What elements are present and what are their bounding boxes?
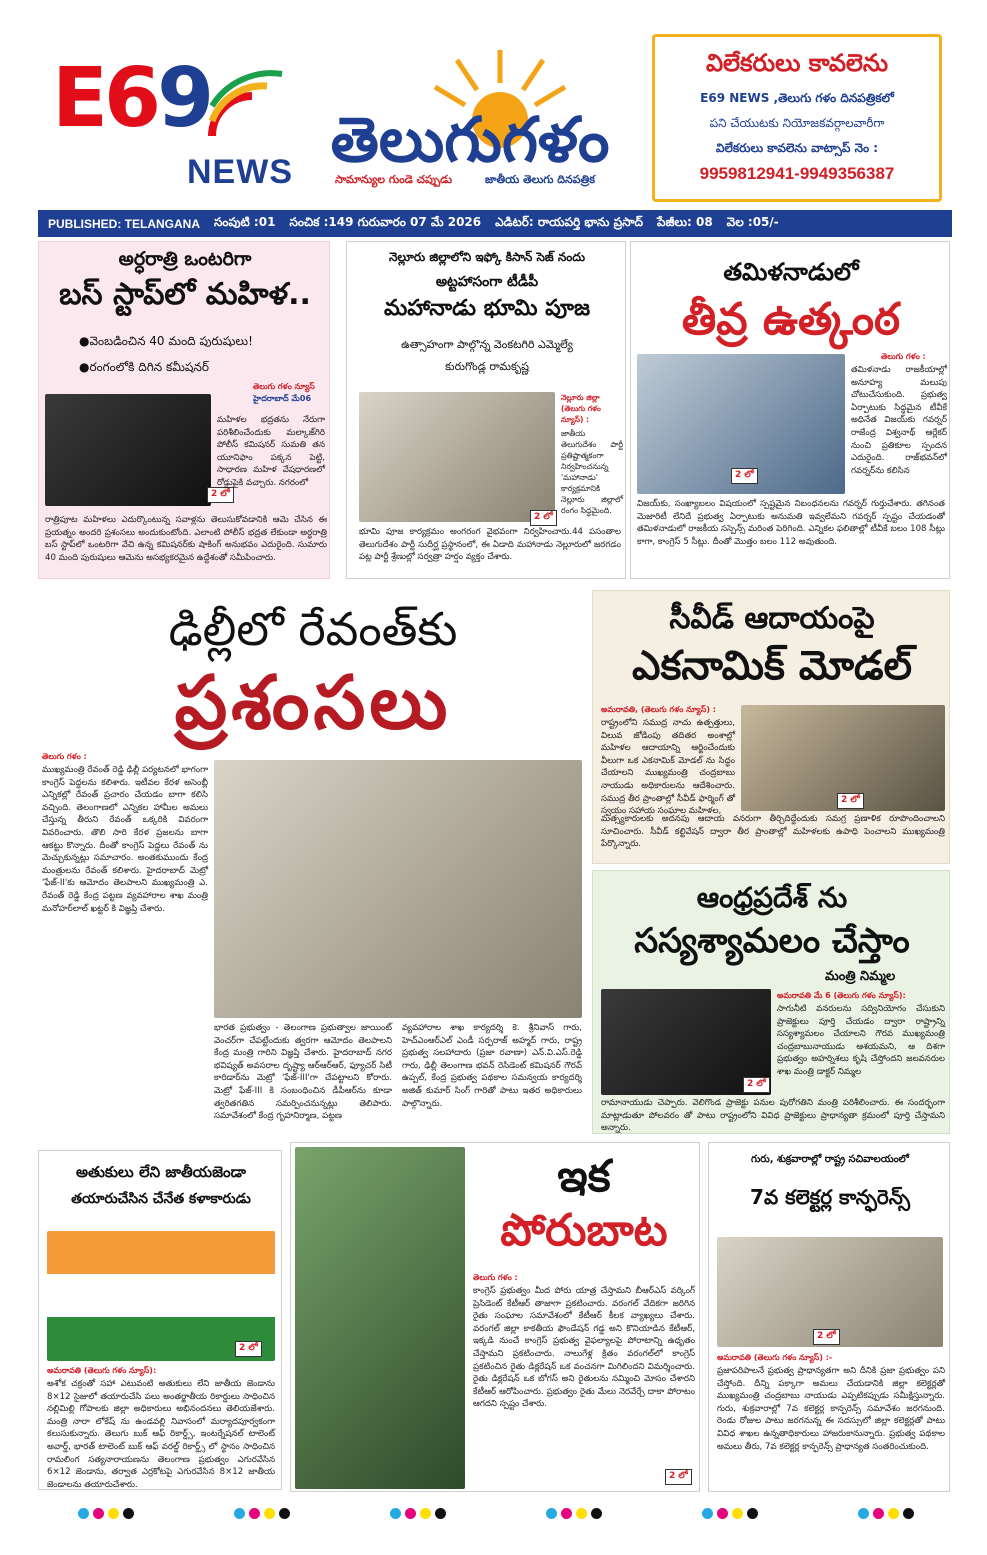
story5-continued-badge: 2 లో [837,793,864,809]
pages-label: పేజీలు: 08 [657,215,713,229]
story2-column-text: జాతీయ తెలుగుదేశం పార్టీ ప్రతిష్టాత్మకంగా నిర్వహించనున్న 'మహానాడు' కార్యక్రమానికి నెల్లూరు జిల్లాలో రంగం సిద్ధమైంది. [561,429,623,515]
editor-label: ఎడిటర్: రాయపర్తి భాను ప్రసాద్ [495,215,644,229]
story9-body-text: ప్రజాపరిపాలనే ప్రభుత్వ ప్రాధాన్యతగా అని దీనికి ప్రజా ప్రభుత్వం పని చేస్తోంది. దీన్ని పక్కాగా అమలు చేయడానికి జిల్లా కలెక్టర్లతో ముఖ్యమంత్రి చంద్రబాబు నాయుడు ఎప్పటికప్పుడు సమీక్షిస్తున్నారు. గురు, శుక్రవారాల్లో 7వ కలెక్టర్ల కాన్ఫరెన్స్ సమావేశం జరగనుంది. రెండు రోజుల పాటు జరగనున్న ఈ సదస్సులో జిల్లా కలెక్టర్లతో పాటు వివిధ శాఖల ఉన్నతాధికారులు హాజరుకానున్నారు. ప్రభుత్వ పథకాల అమలు తీరు, 7వ కలెక్టర్ల కాన్ఫరెన్స్ ప్రాధాన్యత సంతరించుకుంది. [717,1366,945,1452]
story-bus-stop [38,241,330,579]
story2-subhead-2: కురుగొండ్ల రామకృష్ణ [445,360,529,373]
registration-dot [903,1508,914,1519]
registration-dot [546,1508,557,1519]
story9-kicker: అమరావతి (తెలుగు గళం న్యూస్) :- [717,1353,833,1362]
story7-headline-1: అతుకులు లేని జాతీయజెండా [76,1163,246,1181]
story7-body-text: అశోక చక్రంతో సహా ఎటువంటి అతుకులు లేని జాతీయ జెండాను 8×12 సైజులో తయారుచేసి పలు అంతర్జాతీయ రికార్డులు సాధించిన నల్లిమిల్లి గోపాలకు జిల్లా అధికారులు అభినందనలు తెలియజేశారు. మంత్రి నారా లోకేష్ ను ఉండవల్లి నివాసంలో మర్యాదపూర్వకంగా కలుసుకున్నారు. తెలుగు బుక్ ఆఫ్ రికార్డ్స్, ఇంటర్నేషనల్ టాలెంట్ అవార్డ్, భారత్ టాలెంట్ బుక్ ఆఫ్ వరల్డ్ రికార్డ్స్ లో స్థానం సాధించిన రామలింగ సత్యనారాయణను తెలంగాణ ప్రభుత్వం ఎగురవేసిన 6×12 జెండాను, తర్వాత ఎర్రకోటపై ఎగురవేసిన 8×12 జాతీయ జెండాలను తయారుచేశారు. [47,1379,275,1490]
story6-column-text: సాగునీటి వనరులను సద్వినియోగం చేసుకుని ప్రాజెక్టులు పూర్తి చేయడం ద్వారా రాష్ట్రాన్ని సస్యశ్యామలం చేయాలని గౌరవ ముఖ్యమంత్రి చంద్రబాబునాయుడు ఆశయమని, ఆ దిశగా ప్రభుత్వం అహర్నిశలు కృషి చేస్తోందని జలవనరుల శాఖ మంత్రి డాక్టర్ నిమ్మల [777,1004,945,1077]
story5-kicker: అమరావతి, (తెలుగు గళం న్యూస్) : [601,705,716,714]
story3-column-text: తమిళనాడు రాజకీయాల్లో అనూహ్య మలుపు చోటుచేసుకుంది. ప్రభుత్వ ఏర్పాటుకు సిద్ధమైన టీవీకే అధినేత విజయ్‌కు గవర్నర్ రాజేంద్ర విశ్వనాథ్ ఆర్లేకర్ నుంచి ప్రతికూల స్పందన ఎదురైంది. రాజ్‌భవన్‌లో గవర్నర్‌ను కలిసిన [851,365,947,476]
story2-subhead-1: ఉత్సాహంగా పాల్గొన్న వెంకటగిరి ఎమ్మెల్యే [401,338,573,351]
registration-dot [108,1508,119,1519]
story9-continued-badge: 2 లో [813,1329,840,1345]
story3-headline-1: తమిళనాడులో [723,258,859,286]
registration-dots-5 [702,1504,762,1523]
registration-dots-6 [858,1504,918,1523]
story-collectors [708,1142,950,1492]
story5-body-text: మత్స్యకారులకు అదనపు ఆదాయ వనరుగా తీర్చిదిద్దేందుకు సమగ్ర ప్రణాళిక రూపొందించాలని సూచించారు. సీవీడ్ కల్టివేషన్ ద్వారా తీర ప్రాంతాల్లో మహిళలకు ఉపాధి పెంచాలని ముఖ్యమంత్రి పేర్కొన్నారు. [601,814,945,850]
registration-dot [234,1508,245,1519]
story5-column-text: రాష్ట్రంలోని సముద్ర నాచు ఉత్పత్తులు, విలువ జోడింపు తదితర అంశాల్లో మహిళల ఆదాయాన్ని ఆర్జించేందుకు వీలుగా ఒక ఎకనామిక్ మోడల్ ను సిద్ధం చేయాలని ముఖ్యమంత్రి చంద్రబాబు నాయుడు అధికారులను ఆదేశించారు. సముద్ర తీర ప్రాంతాల్లో సీవీడ్ ఫార్మింగ్ తో స్వయం సహాయ సంఘాల మహిళల, [601,718,735,817]
registration-dot [591,1508,602,1519]
registration-dot [702,1508,713,1519]
story2-kicker: నెల్లూరు జిల్లా (తెలుగు గళం న్యూస్) : [561,393,601,424]
story-flag [38,1150,282,1490]
story7-kicker: అమరావతి (తెలుగు గళం న్యూస్): [47,1366,157,1375]
story-tamilnadu [630,241,950,579]
story4-column-3: వ్యవహారాల శాఖ కార్యదర్శి కె. శ్రీనివాస్ గారు, హెచ్ఎంఆర్ఎల్ ఎండీ సర్ఫరాజ్ అహ్మద్ గారు, రాష్ట్ర ప్రభుత్వ సలహాదారు (ప్రజా రవాణా) ఎన్.వి.ఎస్.రెడ్డి గారు, ఢిల్లీ తెలంగాణ భవన్ రెసిడెంట్ కమిషనర్ గౌరవ్ ఉప్పల్, కేంద్ర ప్రభుత్వ పథకాల సమన్వయ కార్యదర్శి అజిత్ కుమార్ సింగ్ గారితో పాటు ఇతర అధికారులు పాల్గొన్నారు. [402,1023,582,1109]
story9-headline-1: గురు, శుక్రవారాల్లో రాష్ట్ర సచివాలయంలో [751,1154,909,1165]
registration-dot [858,1508,869,1519]
registration-dot [279,1508,290,1519]
paper-logo [305,45,635,195]
story8-body-text: కాంగ్రెస్ ప్రభుత్వం మీద పోరు యాత్ర చేస్తామని బీఆర్ఎస్ వర్కింగ్ ప్రెసిడెంట్ కేటీఆర్ తాజాగా ప్రకటించారు. వరంగల్ వేదికగా జరిగిన రైతు సంఘాల సమావేశంలో కేటీఆర్ కీలక వ్యాఖ్యలు చేశారు. వరంగల్ జిల్లా కాకతీయ ఫౌండేషన్ గడ్డ అని కొనియాడిన కేటీఆర్, ఇక్కడి నుంచే కాంగ్రెస్ ప్రభుత్వ వైఫల్యాలపై పోరాటాన్ని ఉధృతం చేస్తామని ప్రకటించారు. నాలుగేళ్ల క్రితం వరంగల్‌లో కాంగ్రెస్ ప్రకటించిన రైతు డిక్లరేషన్ ఒక వంచనగా మిగిలిందని విమర్శించారు. రైతు డిక్లరేషన్ ఒక బోగస్ అని రైతులను నమ్మించి మోసం చేశారని కేటీఆర్ ఆరోపించారు. ప్రభుత్వం రైతు మేలు నెరవేర్చే దాకా పోరాటం ఆగదని స్పష్టం చేశారు. [473,1286,695,1410]
registration-dot [93,1508,104,1519]
story8-headline-2: పోరుబాట [500,1205,668,1256]
story4-column-2: భారత ప్రభుత్వం - తెలంగాణ ప్రభుత్వాల జాయింట్ వెంచర్‌గా చేపట్టేందుకు త్వరగా ఆమోదం తెలపాలని కేంద్ర మంత్రి గారిని విజ్ఞప్తి చేశారు. హైదరాబాద్ నగర భవిష్యత్ అవసరాల దృష్ట్యా ఆర్ఆర్ఆర్, ఫ్యూచర్ సిటీ కారిడార్‌ను మెట్రో 'ఫేజ్-III'గా చేపట్టాలని కోరారు. మెట్రో ఫేజ్-III కి సంబంధించిన డీపీఆర్‌ను కూడా త్వరితగతిన సమర్పించనున్నట్లు తెలిపారు. సమావేశంలో కేంద్ర గృహనిర్మాణ, పట్టణ [214,1023,392,1122]
story1-body-text: రాత్రిపూట మహిళలు ఎదుర్కొంటున్న సవాళ్లను తెలుసుకోవడానికి ఆమె చేసిన ఈ ప్రయత్నం అందరి ప్రశంసలు అందుకుంటోంది. ఎలాంటి పోలీస్ భద్రత లేకుండా అర్ధరాత్రి బస్ స్టాప్‌లో ఒంటరిగా వేచి ఉన్న కమిషనర్‌కు షాకింగ్ అనుభవం ఎదురైంది. సుమారు 40 మంది పురుషులు ఆమెను అసభ్యకరమైన ఉద్దేశంతో సమీపించారు. [45,515,327,563]
story5-headline-1: సీవీడ్ ఆదాయంపై [669,601,875,636]
price-label: వెల :05/- [726,215,779,229]
story4-kicker: తెలుగు గళం : [42,752,87,761]
reporters-wanted-ad [652,34,942,202]
registration-dot [717,1508,728,1519]
story3-continued-badge: 2 లో [731,468,758,484]
story6-headline-2: సస్యశ్యామలం చేస్తాం [634,921,910,961]
story8-headline-1: ఇక [557,1151,611,1202]
story6-kicker: అమరావతి మే 6 (తెలుగు గళం న్యూస్): [777,991,906,1000]
story1-photo [45,394,211,506]
story3-kicker: తెలుగు గళం : [881,352,926,361]
story3-body-text: విజయ్‌కు, సంఖ్యాబలం విషయంలో స్పష్టమైన నిబంధనలను గవర్నర్ గుర్తుచేశారు. తగినంత మెజారిటీ లేనిదే ప్రభుత్వ ఏర్పాటుకు అనుమతి ఇవ్వలేమని గవర్నర్ స్పష్టం చేయడంతో తమిళనాడులో రాజకీయ సస్పెన్స్ మరింత పెరిగింది. ఎన్నికల ఫలితాల్లో టీవీకే బలం 108 సీట్లు కాగా, కాంగ్రెస్ 5 సీట్లు. దీంతో మొత్తం బలం 112 అవుతుంది. [637,499,945,547]
story8-continued-badge: 2 లో [665,1469,692,1485]
story1-column-text: మహిళల భద్రతను నేరుగా పరిశీలించేందుకు మల్కాజ్‌గిరి పోలీస్ కమిషనర్ సుమతి తన యూనిఫాం పక్కన పెట్టి, సాధారణ మహిళ వేషధారణలో రోడ్డుపైకి వచ్చారు. నగరంలో [217,415,325,488]
story1-kicker-1: తెలుగు గళం న్యూస్ [253,382,315,391]
ad-phones: 9959812941-9949356387 [699,164,895,183]
story1-headline-1: అర్ధరాత్రి ఒంటరిగా [118,248,252,270]
tagline-right: జాతీయ తెలుగు దినపత్రిక [485,173,595,186]
story8-photo [295,1147,465,1489]
story4-headline-2: ప్రశంసలు [174,660,452,746]
story4-column-1: ముఖ్యమంత్రి రేవంత్ రెడ్డి ఢిల్లీ పర్యటనలో భాగంగా కాంగ్రెస్ పెద్దలను కలిశారు. ఇటీవల కేరళ అసెంబ్లీ ఎన్నికల్లో రేవంత్ ప్రచారం చేయడం బాగా కలిసి వచ్చింది. తెలంగాణలో ఎన్నికల హామీల అమలు చేస్తున్న తీరుని రేవంత్ ఒక్కరికి వివరంగా వివరించారు. తొలి సారి కేరళ ప్రజలను బాగా ఆకట్టు కొన్నారు. దీంతో కాంగ్రెస్ పెద్దలు రేవంత్ ను మెచ్చుకున్నట్లు సమాచారం. అంతకుముందు కేంద్ర మంత్రులను రేవంత్ కలిశారు. హైదరాబాద్ మెట్రో 'ఫేజ్-II'కు ఆమోదం తెలపాలని ముఖ్యమంత్రి ఎ. రేవంత్ రెడ్డి కేంద్ర పట్టణ వ్యవహారాల శాఖ మంత్రి మనోహర్‌లాల్ ఖట్టర్ కి విజ్ఞప్తి చేశారు. [42,765,208,914]
story7-continued-badge: 2 లో [235,1341,262,1357]
story1-kicker-2: హైదరాబాద్ మే06 [253,394,312,403]
registration-dots-3 [390,1504,450,1523]
story8-kicker: తెలుగు గళం : [473,1273,518,1282]
paper-name: తెలుగుగళం [330,103,610,176]
registration-dot [747,1508,758,1519]
info-bar [38,210,952,237]
registration-dot [435,1508,446,1519]
story6-headline-3: మంత్రి నిమ్మల [825,969,896,984]
story2-photo [359,392,555,522]
story1-bullet-1: ●వెంబడించిన 40 మంది పురుషులు! [79,334,253,348]
story7-headline-2: తయారుచేసిన చేనేత కళాకారుడు [71,1191,251,1207]
issue-label: సంచిక :149 గురువారం 07 మే 2026 [289,215,482,229]
registration-dot [78,1508,89,1519]
registration-dot [420,1508,431,1519]
signal-wave-icon [202,66,292,146]
story2-headline-2: అట్టహాసంగా టీడీపీ [435,274,539,290]
story1-bullet-2: ●రంగంలోకి దిగిన కమీషనర్ [79,360,210,374]
ad-line2: పని చేయుటకు నియోజకవర్గాలవారీగా [709,116,885,130]
story-ktr [290,1142,700,1492]
published-label: PUBLISHED: TELANGANA [48,216,200,231]
registration-dot [561,1508,572,1519]
registration-dot [264,1508,275,1519]
story1-headline-2: బస్ స్టాప్‌లో మహిళ.. [59,277,311,312]
story-revanth [38,590,588,1135]
registration-dot [249,1508,260,1519]
ad-line1: E69 NEWS ,తెలుగు గళం దినపత్రికలో [700,91,894,105]
story-seaweed [592,590,950,864]
volume-label: సంపుటి :01 [214,215,276,229]
story2-body-text: భూమి పూజ కార్యక్రమం అంగరంగ వైభవంగా నిర్వహించారు.44 పసంతాల తెలుగుదేశం పార్టీ సుదీర్ఘ ప్రస్థానంలో, ఈ ఏడాది మహానాడు నెల్లూరులో జరగడం పట్ల పార్టీ శ్రేణుల్లో సర్వత్రా హర్షం వ్యక్తం చేశారు. [359,527,621,563]
story-mahanadu [346,241,626,579]
story2-headline-3: మహానాడు భూమి పూజ [383,296,591,321]
registration-dot [390,1508,401,1519]
registration-dot [888,1508,899,1519]
registration-dot [873,1508,884,1519]
story4-headline-1: ఢిల్లీలో రేవంత్‌కు [168,602,458,656]
story6-continued-badge: 2 లో [743,1077,770,1093]
ad-title: విలేకరులు కావలెను [705,49,889,77]
registration-dots-2 [234,1504,294,1523]
registration-dot [732,1508,743,1519]
story6-headline-1: ఆంధ్రప్రదేశ్ ను [696,881,848,914]
story6-body-text: రామానాయుడు చెప్పారు. వెలిగొండ ప్రాజెక్టు పనుల పురోగతిని మంత్రి పరిశీలించారు. ఈ సందర్భంగా మాట్లాడుతూ పోలవరం తో పాటు రాష్ట్రంలోని వివిధ ప్రాజెక్టులు ప్రాధాన్యతా క్రమంలో పూర్తి చేస్తామని అన్నారు. [601,1098,945,1134]
story5-headline-2: ఎకనామిక్ మోడల్ [632,643,912,689]
story1-continued-badge: 2 లో [207,487,234,503]
e69-logo: E69 NEWS [52,51,293,191]
registration-dot [576,1508,587,1519]
tagline-left: సామాన్యుల గుండె చప్పుడు [335,173,453,186]
story2-headline-1: నెల్లూరు జిల్లాలోని ఇఫ్కో కిసాన్ సెజ్ నందు [388,250,586,264]
story9-headline-2: 7వ కలెక్టర్ల కాన్ఫరెన్స్ [750,1185,910,1209]
registration-dot [123,1508,134,1519]
registration-dots-1 [78,1504,138,1523]
ad-line3: విలేకరులు కావలెను వాట్సాప్ నెం : [715,141,879,155]
registration-dots-4 [546,1504,606,1523]
story4-photo [214,760,582,1018]
story3-headline-2: తీవ్ర ఉత్కంఠ [681,294,901,345]
story-andhra [592,870,950,1134]
story2-continued-badge: 2 లో [530,510,557,526]
registration-dot [405,1508,416,1519]
